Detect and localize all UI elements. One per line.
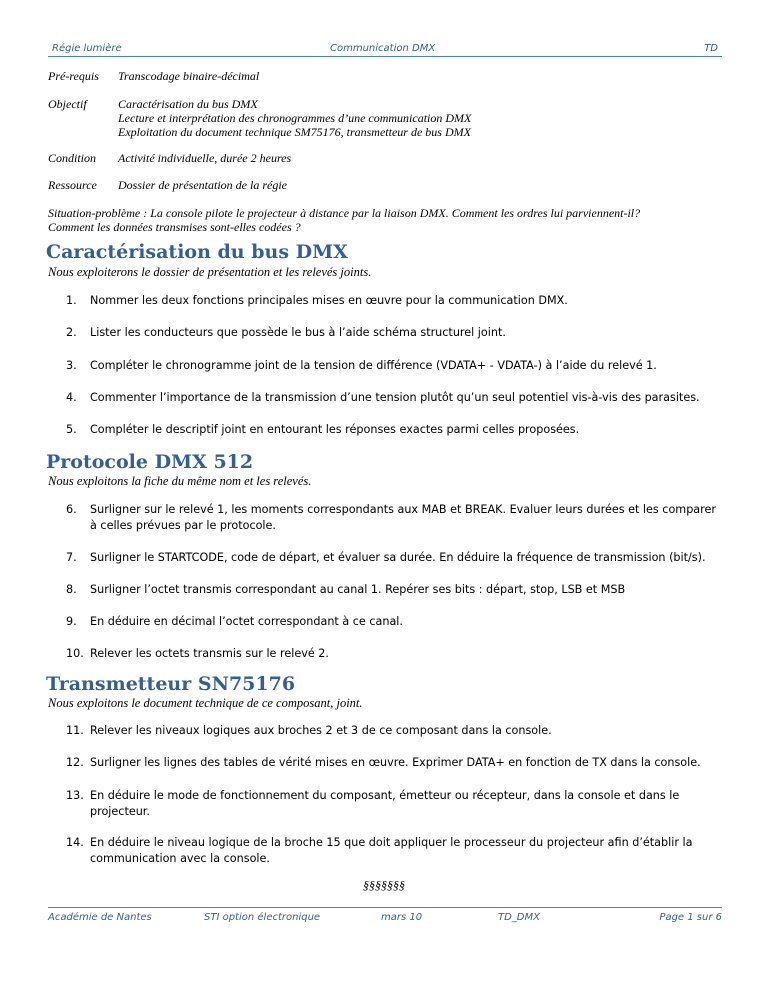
item-text: Compléter le chronogramme joint de la tension de différence (VDATA+ - VDATA-) à l’aide du relevé 1.: [90, 359, 657, 372]
item-number: 13.: [66, 789, 84, 802]
item-text: Nommer les deux fonctions principales mises en œuvre pour la communication DMX.: [90, 294, 568, 307]
item-text: Surligner l’octet transmis correspondant au canal 1. Repérer ses bits : départ, stop, LSB et MSB: [90, 583, 626, 596]
list-item: [66, 422, 726, 438]
item-text: En déduire le mode de fonctionnement du composant, émetteur ou récepteur, dans la console et dans le projecteur.: [90, 789, 680, 818]
list-item: [66, 502, 726, 534]
footer-page: Page 1 sur 6: [659, 912, 722, 923]
list-item: [66, 755, 726, 771]
page-header: [48, 41, 722, 57]
item-text: Compléter le descriptif joint en entourant les réponses exactes parmi celles proposées.: [90, 423, 580, 436]
list-item: [66, 325, 726, 341]
section-subtitle-bus: Nous exploiterons le dossier de présentation et les relevés joints.: [48, 265, 372, 279]
objectif-line: Lecture et interprétation des chronogrammes d’une communication DMX: [118, 111, 472, 125]
section-title-transmetteur: Transmetteur SN75176: [46, 673, 296, 695]
page-footer: [48, 907, 722, 923]
list-item: [66, 293, 726, 309]
header-right: TD: [704, 43, 718, 54]
item-number: 8.: [66, 583, 77, 596]
footer-academy: Académie de Nantes: [48, 912, 152, 923]
list-item: [66, 835, 726, 867]
item-number: 1.: [66, 294, 77, 307]
list-item: [66, 550, 726, 566]
list-item: [66, 788, 726, 820]
item-text: Lister les conducteurs que possède le bus à l’aide schéma structurel joint.: [90, 326, 506, 339]
section-subtitle-transmetteur: Nous exploitons le document technique de ce composant, joint.: [48, 696, 363, 710]
item-number: 5.: [66, 423, 77, 436]
situation-line: Comment les données transmises sont-elles codées ?: [48, 220, 301, 234]
end-separator: §§§§§§§: [363, 878, 405, 892]
meta-value-ressource: Dossier de présentation de la régie: [118, 178, 287, 192]
item-text: Surligner sur le relevé 1, les moments correspondants aux MAB et BREAK. Evaluer leurs durées et les comparer à celles prévues par le protocole.: [90, 503, 716, 532]
item-number: 14.: [66, 836, 84, 849]
footer-doc: TD_DMX: [498, 912, 540, 923]
meta-label-prerequis: Pré-requis: [48, 69, 99, 83]
item-text: Commenter l’importance de la transmission d’une tension plutôt qu’un seul potentiel vis-à-vis des parasites.: [90, 391, 700, 404]
item-text: En déduire le niveau logique de la broche 15 que doit appliquer le processeur du projecteur afin d’établir la communication avec la console.: [90, 836, 693, 865]
item-number: 4.: [66, 391, 77, 404]
item-number: 10.: [66, 647, 84, 660]
item-text: Surligner les lignes des tables de vérité mises en œuvre. Exprimer DATA+ en fonction de TX dans la console.: [90, 756, 701, 769]
item-text: Relever les octets transmis sur le relevé 2.: [90, 647, 329, 660]
list-item: [66, 582, 726, 598]
item-number: 6.: [66, 503, 77, 516]
item-number: 12.: [66, 756, 84, 769]
section-subtitle-protocole: Nous exploitons la fiche du même nom et les relevés.: [48, 474, 312, 488]
item-number: 7.: [66, 551, 77, 564]
meta-label-objectif: Objectif: [48, 97, 87, 111]
list-item: [66, 614, 726, 630]
list-item: [66, 646, 726, 662]
section-title-protocole: Protocole DMX 512: [46, 451, 254, 473]
meta-value-prerequis: Transcodage binaire-décimal: [118, 69, 260, 83]
item-number: 2.: [66, 326, 77, 339]
item-number: 9.: [66, 615, 77, 628]
footer-course: STI option électronique: [204, 912, 321, 923]
footer-date: mars 10: [381, 912, 423, 923]
header-center: Communication DMX: [330, 43, 436, 54]
meta-label-condition: Condition: [48, 151, 97, 165]
meta-value-condition: Activité individuelle, durée 2 heures: [118, 151, 292, 165]
item-text: Relever les niveaux logiques aux broches 2 et 3 de ce composant dans la console.: [90, 724, 552, 737]
objectif-line: Caractérisation du bus DMX: [118, 97, 258, 111]
list-item: [66, 390, 726, 406]
list-item: [66, 358, 726, 374]
meta-label-ressource: Ressource: [48, 178, 97, 192]
situation-line: Situation-problème : La console pilote le projecteur à distance par la liaison DMX. Comment les ordres lui parviennent-il?: [48, 206, 641, 220]
item-number: 3.: [66, 359, 77, 372]
item-text: En déduire en décimal l’octet correspondant à ce canal.: [90, 615, 403, 628]
header-left: Régie lumière: [52, 43, 122, 54]
list-item: [66, 723, 726, 739]
item-text: Surligner le STARTCODE, code de départ, et évaluer sa durée. En déduire la fréquence de transmission (bit/s).: [90, 551, 706, 564]
section-title-bus: Caractérisation du bus DMX: [46, 241, 348, 263]
situation-probleme: [48, 206, 728, 234]
meta-value-objectif: [118, 97, 471, 139]
item-number: 11.: [66, 724, 84, 737]
objectif-line: Exploitation du document technique SM75176, transmetteur de bus DMX: [118, 125, 471, 139]
